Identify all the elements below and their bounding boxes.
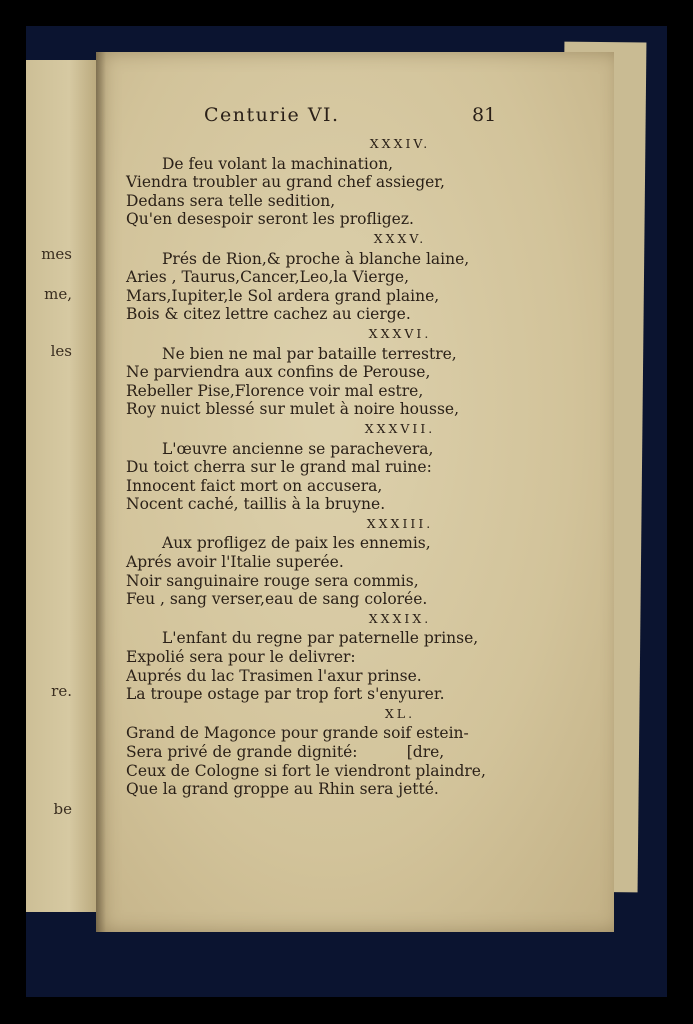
stanza-number: XXXIX. xyxy=(368,610,432,626)
verse-line: Roy nuict blessé sur mulet à noire housse, xyxy=(126,400,460,419)
left-fragment-text: me, xyxy=(44,285,72,303)
verse-line: Noir sanguinaire rouge sera commis, xyxy=(126,571,419,590)
verse-line: Aprés avoir l'Italie superée. xyxy=(126,553,344,572)
left-fragment-text: be xyxy=(53,800,72,818)
book-page xyxy=(96,52,614,932)
gutter-shadow xyxy=(96,52,106,932)
verse-line: Dedans sera telle sedition, xyxy=(126,191,336,210)
verse-line: Sera privé de grande dignité: [dre, xyxy=(126,743,445,761)
quatrain xyxy=(126,534,566,608)
page-number: 81 xyxy=(472,104,497,126)
quatrain xyxy=(126,724,566,798)
verse-line: De feu volant la machination, xyxy=(162,154,394,173)
verse-line: L'œuvre ancienne se parachevera, xyxy=(162,439,434,458)
stanza-number: XXXIV. xyxy=(369,136,431,151)
left-fragment-text: les xyxy=(50,342,72,360)
stanza-number: XXXIII. xyxy=(366,515,434,531)
stanza-number: XXXVI. xyxy=(368,325,432,341)
quatrain xyxy=(126,155,566,229)
verse-line: Aries , Taurus,Cancer,Leo,la Vierge, xyxy=(126,268,410,287)
left-fragment-text: re. xyxy=(51,682,72,700)
left-page-fragment xyxy=(26,60,98,912)
verse-line: Viendra troubler au grand chef assieger, xyxy=(126,173,445,192)
quatrain xyxy=(126,440,566,514)
verse-line: Nocent caché, taillis à la bruyne. xyxy=(126,495,386,514)
verse-line: Expolié sera pour le delivrer: xyxy=(126,648,356,667)
verse-line: Rebeller Pise,Florence voir mal estre, xyxy=(126,381,424,400)
verse-line: Feu , sang verser,eau de sang colorée. xyxy=(126,590,428,609)
quatrain xyxy=(126,345,566,419)
stanza-number: XXXV. xyxy=(373,230,427,246)
running-title: Centurie VI. xyxy=(204,104,340,126)
stanza-number: XXXVII. xyxy=(364,420,436,436)
quatrain-list xyxy=(96,134,614,799)
verse-line: Grand de Magonce pour grande soif estein- xyxy=(126,724,469,743)
verse-line: La troupe ostage par trop fort s'enyurer. xyxy=(126,685,445,704)
verse-line: Auprés du lac Trasimen l'axur prinse. xyxy=(126,666,422,685)
verse-line: Bois & citez lettre cachez au cierge. xyxy=(126,305,411,324)
stanza-number: XL. xyxy=(384,705,416,721)
left-fragment-text: mes xyxy=(41,245,72,263)
quatrain xyxy=(126,250,566,324)
verse-line: Qu'en desespoir seront les profligez. xyxy=(126,210,414,229)
verse-line: Aux profligez de paix les ennemis, xyxy=(162,534,431,553)
quatrain xyxy=(126,629,566,703)
verse-line: Ceux de Cologne si fort le viendront plaindre, xyxy=(126,761,486,780)
page-header xyxy=(96,104,614,130)
verse-line: L'enfant du regne par paternelle prinse, xyxy=(162,629,479,648)
verse-line: Ne parviendra aux confins de Perouse, xyxy=(126,363,431,382)
verse-line: Prés de Rion,& proche à blanche laine, xyxy=(162,249,470,268)
verse-line: Ne bien ne mal par bataille terrestre, xyxy=(162,344,457,363)
verse-line: Mars,Iupiter,le Sol ardera grand plaine, xyxy=(126,286,440,305)
verse-line: Du toict cherra sur le grand mal ruine: xyxy=(126,458,432,477)
verse-line: Innocent faict mort on accusera, xyxy=(126,476,383,495)
verse-line: Que la grand groppe au Rhin sera jetté. xyxy=(126,780,439,799)
